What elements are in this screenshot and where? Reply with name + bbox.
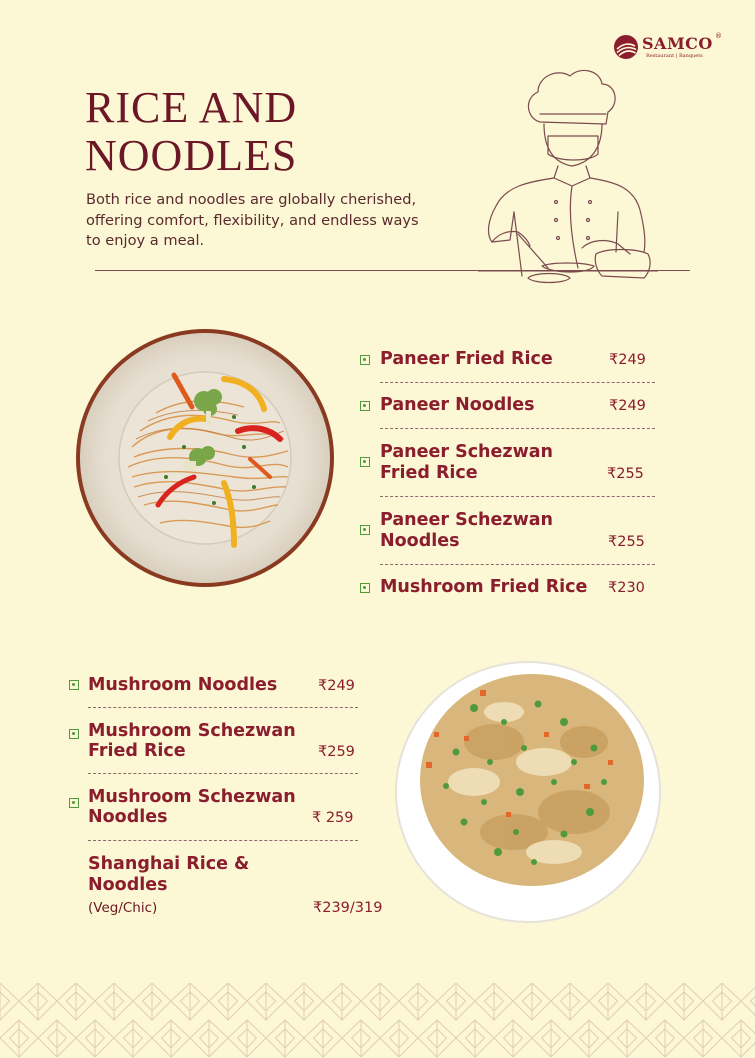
menu-item-name: Paneer Schezwan xyxy=(380,510,554,530)
brand-tagline: Restaurant | Banquets xyxy=(646,53,703,59)
menu-item-name-line-2: Noodles xyxy=(88,875,168,895)
menu-item-name: Paneer Schezwan xyxy=(380,442,554,462)
menu-item-price: ₹ 259 xyxy=(312,810,354,826)
fried-rice-bowl-image xyxy=(394,652,662,924)
menu-item-name: Mushroom Noodles xyxy=(88,675,278,695)
item-divider xyxy=(88,840,358,841)
veg-icon xyxy=(69,680,79,690)
item-divider xyxy=(380,564,655,565)
menu-item-name: Mushroom Schezwan xyxy=(88,787,296,807)
menu-item-name-line-2: Fried Rice xyxy=(380,463,478,483)
veg-icon xyxy=(69,798,79,808)
menu-item-name-line-2: Fried Rice xyxy=(88,741,186,761)
title-line-1: RICE AND xyxy=(85,83,298,132)
veg-icon xyxy=(360,401,370,411)
menu-item-name: Mushroom Fried Rice xyxy=(380,577,588,597)
item-divider xyxy=(88,773,358,774)
menu-item-name: Paneer Fried Rice xyxy=(380,349,553,369)
intro-line-2: offering comfort, flexibility, and endless ways xyxy=(86,211,419,229)
chef-illustration xyxy=(478,62,658,294)
item-divider xyxy=(88,707,358,708)
decorative-pattern xyxy=(0,983,755,1058)
veg-icon xyxy=(360,457,370,467)
menu-item-price: ₹249 xyxy=(609,352,646,368)
menu-item-note: (Veg/Chic) xyxy=(88,900,158,916)
menu-item-name-line-2: Noodles xyxy=(380,531,460,551)
menu-item-name: Paneer Noodles xyxy=(380,395,535,415)
menu-item-price: ₹249 xyxy=(609,398,646,414)
menu-item-name-line-2: Noodles xyxy=(88,807,168,827)
title-line-2: NOODLES xyxy=(85,131,298,180)
page-title xyxy=(85,84,415,180)
item-divider xyxy=(380,382,655,383)
intro-line-1: Both rice and noodles are globally cherished, xyxy=(86,191,417,208)
menu-item-name: Mushroom Schezwan xyxy=(88,721,296,741)
intro-line-3: to enjoy a meal. xyxy=(86,232,205,249)
noodles-plate-image xyxy=(74,327,336,589)
menu-item-price: ₹239/319 xyxy=(313,900,383,916)
item-divider xyxy=(380,428,655,429)
menu-item-price: ₹249 xyxy=(318,678,355,694)
samco-logo-icon xyxy=(613,34,639,60)
menu-item-price: ₹230 xyxy=(608,580,645,596)
registered-mark: ® xyxy=(715,32,722,40)
brand-name: SAMCO xyxy=(642,34,713,53)
veg-icon xyxy=(360,583,370,593)
veg-icon xyxy=(69,729,79,739)
menu-item-price: ₹255 xyxy=(607,466,644,482)
intro-text xyxy=(86,190,456,252)
menu-item-price: ₹259 xyxy=(318,744,355,760)
veg-icon xyxy=(360,355,370,365)
menu-item-price: ₹255 xyxy=(608,534,645,550)
menu-item-name: Shanghai Rice & xyxy=(88,854,250,874)
item-divider xyxy=(380,496,655,497)
brand-logo xyxy=(613,33,733,63)
veg-icon xyxy=(360,525,370,535)
